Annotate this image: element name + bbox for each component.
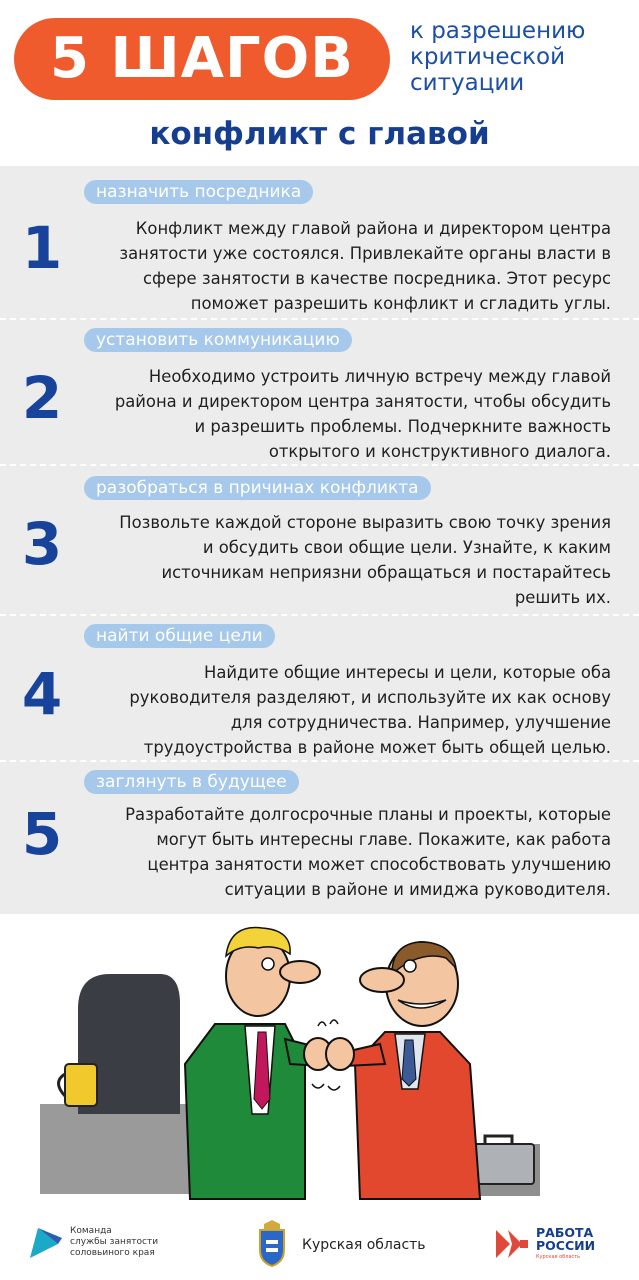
step-tag: разобраться в причинах конфликта xyxy=(84,476,431,500)
kursk-region-label: Курская область xyxy=(302,1237,426,1253)
subtitle-line: критической xyxy=(410,44,566,70)
step-tag: назначить посредника xyxy=(84,180,313,204)
step-text-line: решить их. xyxy=(514,588,611,607)
step-text-line: центра занятости может способствовать улучшению xyxy=(147,855,611,874)
step-text-line: поможет разрешить конфликт и сгладить углы. xyxy=(190,294,611,313)
step-text xyxy=(81,510,611,610)
rabota-rossii-logo xyxy=(492,1222,622,1266)
step-text-line: района и директором центра занятости, чтобы обсудить xyxy=(114,392,611,411)
motion-lines-shape xyxy=(318,1020,338,1026)
step-text xyxy=(81,364,611,464)
step-tag: установить коммуникацию xyxy=(84,328,352,352)
logo-text-line: РАБОТА xyxy=(536,1225,594,1240)
right-fist-shape xyxy=(326,1038,354,1070)
subtitle-line: ситуации xyxy=(410,70,525,96)
step-text-line: Позвольте каждой стороне выразить свою точку зрения xyxy=(119,513,611,532)
step-4 xyxy=(0,616,639,762)
logo-text-line: соловьиного края xyxy=(70,1248,155,1258)
step-tag: заглянуть в будущее xyxy=(84,770,299,794)
step-text-line: Найдите общие интересы и цели, которые оба xyxy=(204,663,611,682)
rabota-rossii-icon xyxy=(492,1224,532,1264)
step-2 xyxy=(0,320,639,466)
step-text xyxy=(81,660,611,760)
right-man-tie-shape xyxy=(402,1040,416,1086)
step-1 xyxy=(0,166,639,316)
step-text-line: для сотрудничества. Например, улучшение xyxy=(230,713,611,732)
header-subtitle xyxy=(410,18,635,96)
coat-of-arms-icon xyxy=(252,1220,292,1268)
right-man-nose-shape xyxy=(360,968,404,992)
step-number: 2 xyxy=(21,364,63,432)
step-number: 5 xyxy=(21,800,63,868)
step-text-line: и обсудить свои общие цели. Узнайте, к каким xyxy=(202,538,611,557)
step-text-line: Разработайте долгосрочные планы и проекты, которые xyxy=(125,805,611,824)
step-text-line: ситуации в районе и имиджа руководителя. xyxy=(224,880,611,899)
bird-icon xyxy=(28,1224,64,1260)
handshake-illustration xyxy=(0,914,639,1200)
employment-service-logo xyxy=(28,1222,228,1266)
steps-badge: 5 ШАГОВ xyxy=(14,18,390,100)
step-text-line: руководителя разделяют, и используйте их как основу xyxy=(129,688,611,707)
step-5 xyxy=(0,762,639,914)
logo-text-line: службы занятости xyxy=(70,1237,159,1247)
step-text-line: трудоустройства в районе может быть общей целью. xyxy=(143,738,611,757)
kursk-region-logo xyxy=(252,1220,452,1268)
footer xyxy=(0,1200,639,1280)
step-text-line: Конфликт между главой района и директором центра xyxy=(135,219,611,238)
rabota-rossii-title xyxy=(536,1226,595,1252)
left-desk-shape xyxy=(40,1104,205,1194)
step-number: 3 xyxy=(21,510,63,578)
step-text xyxy=(81,216,611,316)
header xyxy=(0,0,639,165)
briefcase-handle-shape xyxy=(485,1136,512,1144)
step-text-line: сфере занятости в качестве посредника. Этот ресурс xyxy=(143,269,611,288)
step-number: 1 xyxy=(21,214,63,282)
logo-text-line: РОССИИ xyxy=(536,1238,596,1253)
left-man-nose-shape xyxy=(280,961,320,983)
step-text-line: занятости уже состоялся. Привлекайте органы власти в xyxy=(119,244,611,263)
step-3 xyxy=(0,466,639,614)
step-text-line: источникам неприязни обращаться и постарайтесь xyxy=(161,563,611,582)
step-text-line: Необходимо устроить личную встречу между главой xyxy=(148,367,611,386)
steps-panel xyxy=(0,166,639,914)
step-text xyxy=(81,802,611,902)
motion-lines-shape xyxy=(312,1084,340,1090)
page-title: конфликт с главой xyxy=(149,116,490,152)
step-text-line: открытого и конструктивного диалога. xyxy=(268,442,611,461)
right-man-eye-shape xyxy=(404,960,416,972)
step-text-line: могут быть интересны главе. Покажите, как работа xyxy=(156,830,611,849)
step-number: 4 xyxy=(21,660,63,728)
mug-shape xyxy=(65,1064,97,1106)
step-tag: найти общие цели xyxy=(84,624,275,648)
rabota-rossii-subtitle: Курская область xyxy=(536,1254,581,1260)
employment-service-logo-text xyxy=(70,1226,158,1259)
step-text-line: и разрешить проблемы. Подчеркните важность xyxy=(194,417,611,436)
logo-text-line: Команда xyxy=(70,1226,112,1236)
subtitle-line: к разрешению xyxy=(410,18,586,44)
left-man-eye-shape xyxy=(262,958,274,970)
